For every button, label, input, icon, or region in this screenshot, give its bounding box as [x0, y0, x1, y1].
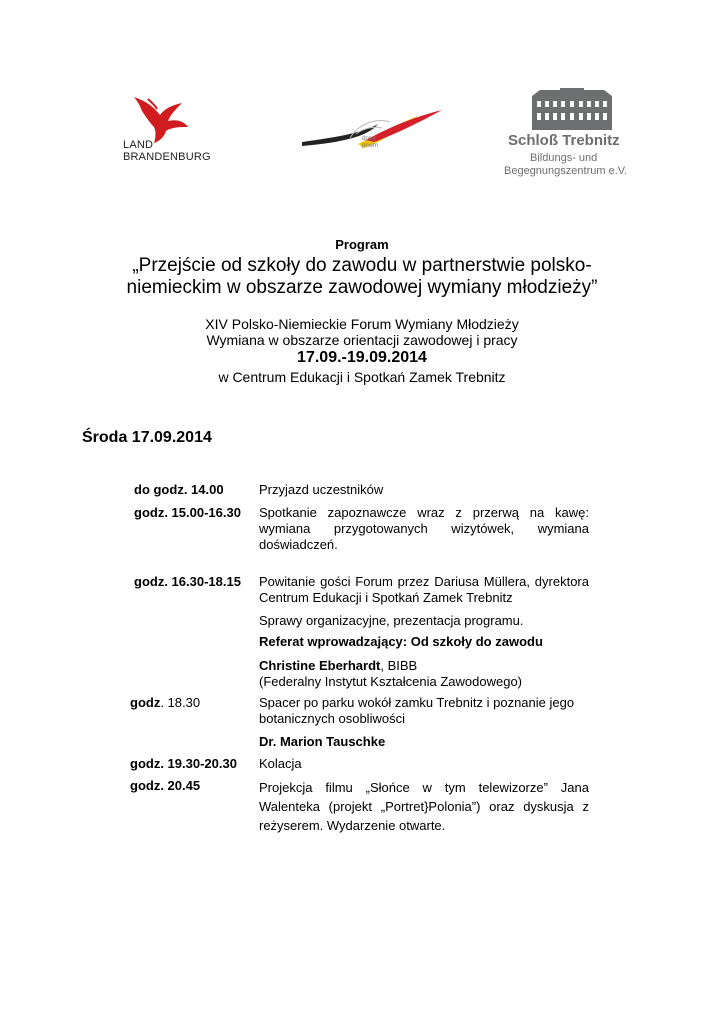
day-heading: Środa 17.09.2014: [82, 429, 212, 446]
schedule-time-rest: . 18.30: [160, 695, 201, 710]
brandenburg-logo: [120, 93, 220, 168]
schloss-title: Schloß Trebnitz: [508, 132, 620, 149]
speaker-name: Christine Eberhardt: [259, 658, 381, 673]
schloss-trebnitz-logo: [500, 88, 645, 180]
schloss-sub2: Begegnungszentrum e.V.: [504, 165, 628, 177]
brandenburg-line2: BRANDENBURG: [123, 151, 211, 163]
schedule-text-2: Sprawy organizacyjne, prezentacja programu.: [259, 613, 524, 628]
schedule-time: godz. 20.45: [130, 778, 201, 793]
schedule-text: Przyjazd uczestników: [259, 482, 384, 497]
schedule-text: Spacer po parku wokół zamku Trebnitz i poznanie jego botanicznych osobliwości: [259, 695, 575, 726]
forum-subtitle: Wymiana w obszarze orientacji zawodowej i pracy: [206, 332, 518, 348]
guide-name: Dr. Marion Tauschke: [259, 734, 386, 749]
forum-text-2: pnwm: [362, 143, 379, 149]
schedule-time: [130, 695, 200, 711]
schedule-time: godz. 15.00-16.30: [134, 505, 241, 520]
speaker-line: [259, 658, 589, 674]
title-line-1: „Przejście od szkoły do zawodu w partnerstwie polsko-: [132, 255, 592, 276]
schedule-text: Projekcja filmu „Słońce w tym telewizorze” Jana Walenteka (projekt „Portret}Polonia”) oraz dyskusja z reżyserem. Wydarzenie otwarte.: [259, 780, 589, 833]
schedule-text: Powitanie gości Forum przez Dariusa Müllera, dyrektora Centrum Edukacji i Spotkań Zamek Trebnitz: [259, 574, 589, 605]
program-label: Program: [335, 237, 389, 252]
title-line-2: niemieckim w obszarze zawodowej wymiany młodzieży”: [126, 277, 598, 298]
forum-name: XIV Polsko-Niemieckie Forum Wymiany Młodzieży: [205, 316, 519, 332]
forum-text-1: dpsw: [362, 136, 377, 142]
forum-logo: [300, 108, 445, 156]
schloss-sub1: Bildungs- und: [530, 152, 598, 164]
schedule-time: do godz. 14.00: [134, 482, 224, 497]
brandenburg-line1: LAND: [123, 139, 154, 151]
event-location: w Centrum Edukacji i Spotkań Zamek Trebnitz: [218, 369, 506, 385]
speaker-org-full: (Federalny Instytut Kształcenia Zawodowego): [259, 674, 523, 689]
castle-icon: [500, 88, 645, 132]
event-dates: 17.09.-19.09.2014: [297, 349, 427, 366]
brandenburg-eagle-icon: [120, 93, 220, 143]
schedule-time-prefix: godz: [130, 695, 161, 710]
schedule-time: godz. 19.30-20.30: [130, 756, 237, 771]
schedule-text: Kolacja: [259, 756, 302, 771]
speaker-org: , BIBB: [380, 658, 418, 673]
schedule-time: godz. 16.30-18.15: [134, 574, 241, 589]
schedule-text: Spotkanie zapoznawcze wraz z przerwą na kawę: wymiana przygotowanych wizytówek, wymiana doświadczeń.: [259, 505, 589, 552]
keynote-title: Referat wprowadzający: Od szkoły do zawodu: [259, 634, 543, 649]
